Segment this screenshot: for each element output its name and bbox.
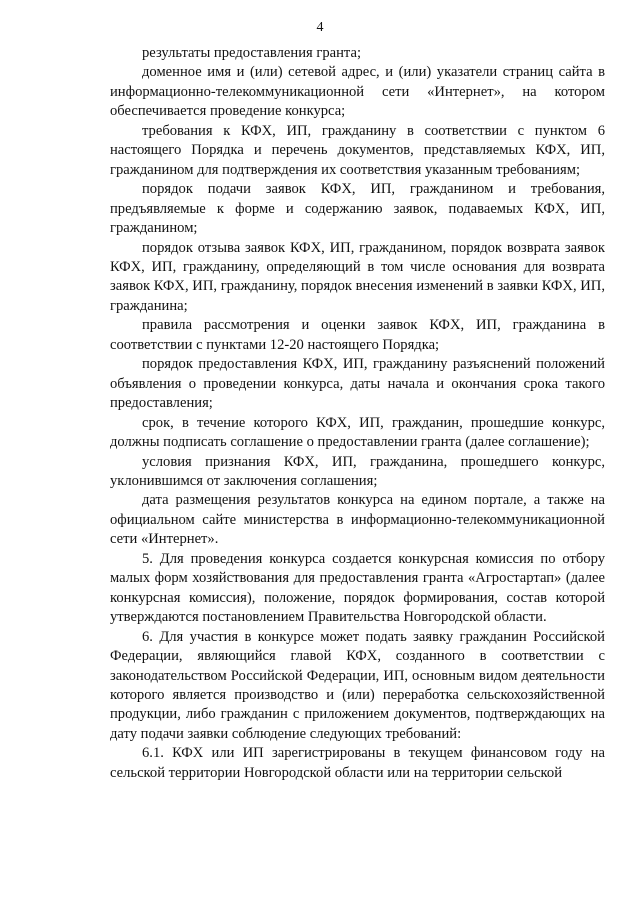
paragraph-evasion-conditions: условия признания КФХ, ИП, гражданина, прошедшего конкурс, уклонившимся от заключения соглашения; <box>110 453 605 489</box>
paragraph-grant-results: результаты предоставления гранта; <box>142 45 362 61</box>
paragraph-results-publication: дата размещения результатов конкурса на едином портале, а также на официальном сайте министерства в информационно-телекоммуникационной сети «Интернет». <box>110 492 605 548</box>
paragraph-section-5: 5. Для проведения конкурса создается конкурсная комиссия по отбору малых форм хозяйствования для предоставления гранта «Агростартап» (далее конкурсная комиссия), положение, порядок формирования, состав которой утверждаются постановлением Правительства Новгородской области. <box>110 550 605 626</box>
paragraph-application-withdrawal: порядок отзыва заявок КФХ, ИП, гражданином, порядок возврата заявок КФХ, ИП, гражданину, определяющий в том числе основания для возврата заявок КФХ, ИП, гражданину, порядок внесения изменений в заявки КФХ, ИП, гражданина; <box>110 239 605 314</box>
paragraph-requirements: требования к КФХ, ИП, гражданину в соответствии с пунктом 6 настоящего Порядка и перечень документов, представляемых КФХ, ИП, гражданином для подтверждения их соответствия указанным требованиям; <box>110 122 605 178</box>
paragraph-section-6: 6. Для участия в конкурсе может подать заявку гражданин Российской Федерации, являющийся главой КФХ, созданного в соответствии с законодательством Российской Федерации, ИП, основным видом деятельности которого является производство и (или) переработка сельскохозяйственной продукции, либо гражданин с приложением документов, подтверждающих на дату подачи заявки соблюдение следующих требований: <box>110 628 605 742</box>
document-body <box>110 44 605 783</box>
paragraph-clarifications: порядок предоставления КФХ, ИП, гражданину разъяснений положений объявления о проведении конкурса, даты начала и окончания срока такого предоставления; <box>110 356 605 412</box>
paragraph-domain-name: доменное имя и (или) сетевой адрес, и (или) указатели страниц сайта в информационно-телекоммуникационной сети «Интернет», на котором обеспечивается проведение конкурса; <box>110 64 605 120</box>
paragraph-section-6-1: 6.1. КФХ или ИП зарегистрированы в текущем финансовом году на сельской территории Новгородской области или на территории сельской <box>110 745 605 781</box>
paragraph-evaluation-rules: правила рассмотрения и оценки заявок КФХ, ИП, гражданина в соответствии с пунктами 12-20 настоящего Порядка; <box>110 317 605 353</box>
page-number: 4 <box>316 20 324 35</box>
paragraph-agreement-deadline: срок, в течение которого КФХ, ИП, гражданин, прошедшие конкурс, должны подписать соглашение о предоставлении гранта (далее соглашение); <box>110 414 605 451</box>
paragraph-application-submission: порядок подачи заявок КФХ, ИП, гражданином и требования, предъявляемые к форме и содержанию заявок, подаваемых КФХ, ИП, гражданином; <box>110 181 605 237</box>
